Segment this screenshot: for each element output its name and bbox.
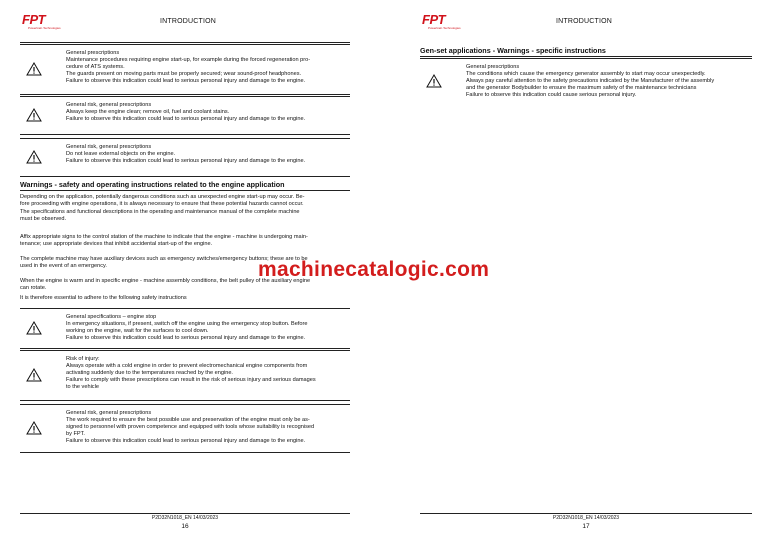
header-title: INTRODUCTION — [160, 18, 217, 25]
warning-line: The guards present on moving parts must be properly secured; wear sound-proof headphones. — [66, 71, 302, 77]
paragraph-line: It is therefore essential to adhere to the following safety instructions — [20, 295, 187, 301]
warning-block — [420, 58, 752, 104]
warning-rule-bottom — [20, 348, 350, 349]
warning-rule-bottom — [20, 452, 350, 453]
paragraph-line: fore proceeding with engine operations, it is always necessary to ensure that these potential hazards cannot occur. — [20, 201, 304, 208]
section-title: Gen-set applications - Warnings - specific instructions — [420, 46, 606, 55]
section-rule — [420, 56, 752, 57]
warning-line: The conditions which cause the emergency generator assembly to start may occur unexpectedly. — [466, 71, 706, 77]
paragraph — [20, 295, 360, 302]
warning-triangle-icon — [26, 150, 42, 164]
paragraph-line: The complete machine may have auxiliary devices such as emergency switches/emergency buttons; these are to be — [20, 256, 308, 262]
warning-icon-wrap — [26, 321, 42, 340]
warning-triangle-icon — [26, 421, 42, 435]
warning-line: General risk, general prescriptions — [66, 144, 152, 150]
warning-line: In emergency situations, if present, switch off the engine using the emergency stop button. Before — [66, 321, 308, 327]
warning-line: Failure to observe this indication could lead to serious personal injury and damage to the engine. — [66, 335, 306, 341]
warning-icon-wrap — [26, 421, 42, 440]
warning-text — [66, 356, 350, 391]
paragraph — [20, 234, 360, 249]
warning-line: signed to personnel with proven competence and equipped with tools whose suitability is recognised — [66, 424, 315, 430]
warning-line: Failure to observe this indication could lead to serious personal injury and damage to the engine. — [66, 78, 306, 84]
fpt-logo-mark: FPT — [422, 12, 446, 27]
header-title: INTRODUCTION — [556, 18, 613, 25]
warning-line: General prescriptions — [466, 64, 520, 70]
warning-text — [66, 50, 350, 85]
paragraph-line: used in the event of an emergency. — [20, 263, 107, 270]
warning-line: General risk, general prescriptions — [66, 410, 152, 416]
warning-line: by FPT. — [66, 431, 85, 437]
paragraph-line: Affix appropriate signs to the control station of the machine to indicate that the engine - machine is undergoing main- — [20, 234, 308, 240]
warning-line: Always keep the engine clean; remove oil, fuel and coolant stains. — [66, 109, 230, 115]
warning-line: activating suddenly due to the temperatures reached by the engine. — [66, 370, 233, 376]
footer-rule — [420, 513, 752, 514]
warning-rule-bottom — [20, 134, 350, 135]
warning-rule-bottom — [20, 94, 350, 95]
warning-icon-wrap — [26, 108, 42, 127]
warning-line: The work required to ensure the best possible use and preservation of the engine must only be as- — [66, 417, 310, 423]
warning-line: working on the engine, wait for the surfaces to cool down. — [66, 328, 209, 334]
warning-line: Failure to observe this indication could lead to serious personal injury and damage to the engine. — [66, 438, 306, 444]
warning-triangle-icon — [26, 108, 42, 122]
paragraph-line: tenance; use appropriate devices that inhibit accidental start-up of the engine. — [20, 241, 213, 248]
warning-line: Maintenance procedures requiring engine start-up, for example during the forced regeneration pro- — [66, 57, 311, 63]
fpt-logo — [22, 12, 72, 32]
watermark: machinecatalogic.com — [258, 258, 490, 281]
paragraph-line: can rotate. — [20, 285, 47, 292]
warning-rule-bottom — [20, 400, 350, 401]
warning-line: Always operate with a cold engine in order to prevent electromechanical engine components from — [66, 363, 308, 369]
page-number: 16 — [181, 523, 189, 530]
warning-line: General specifications – engine stop — [66, 314, 157, 320]
warning-line: cedure of ATS systems. — [66, 64, 125, 70]
fpt-logo-subtitle: Powertrain Technologies — [428, 26, 461, 30]
fpt-logo-mark: FPT — [22, 12, 46, 27]
paragraph — [20, 194, 360, 224]
header-rule — [20, 42, 350, 43]
paragraph-line: must be observed. — [20, 216, 67, 223]
footer-code: P2D32N1018_EN 14/03/2023 — [552, 515, 620, 521]
paragraph-line: The specifications and functional descriptions in the operating and maintenance manual of the complete machine — [20, 208, 300, 215]
footer-code: P2D32N1018_EN 14/03/2023 — [151, 515, 219, 521]
warning-line: Failure to observe this indication could cause serious personal injury. — [466, 92, 637, 98]
warning-block — [20, 308, 350, 348]
footer-rule — [20, 513, 350, 514]
warning-icon-wrap — [426, 74, 442, 93]
warning-line: Failure to observe this indication could lead to serious personal injury and damage to the engine. — [66, 116, 306, 122]
warning-text — [66, 410, 350, 445]
fpt-logo — [422, 12, 472, 32]
warning-line: General risk, general prescriptions — [66, 102, 152, 108]
section-title: Warnings - safety and operating instructions related to the engine application — [20, 180, 285, 189]
warning-block — [20, 44, 350, 94]
warning-line: Risk of injury: — [66, 356, 100, 362]
warning-text — [466, 64, 752, 99]
warning-line: and the generator Bodybuilder to ensure the maximum safety of the maintenance technicians — [466, 85, 697, 91]
warning-line: Always pay careful attention to the safety precautions indicated by the Manufacturer of the assembly — [466, 78, 715, 84]
warning-block — [20, 404, 350, 452]
warning-icon-wrap — [26, 150, 42, 169]
warning-block — [20, 96, 350, 134]
warning-icon-wrap — [26, 62, 42, 81]
warning-rule-bottom — [20, 176, 350, 177]
paragraph-line: When the engine is warm and in specific engine - machine assembly conditions, the belt pulley of the auxiliary engine — [20, 278, 311, 284]
fpt-logo-subtitle: Powertrain Technologies — [28, 26, 61, 30]
section-rule — [20, 190, 350, 191]
warning-line: Do not leave external objects on the engine. — [66, 151, 176, 157]
page-number: 17 — [582, 523, 590, 530]
warning-text — [66, 144, 350, 165]
paragraph-line: Depending on the application, potentially dangerous conditions such as unexpected engine start-up may occur. Be- — [20, 194, 305, 200]
warning-line: Failure to observe this indication could lead to serious personal injury and damage to the engine. — [66, 158, 306, 164]
warning-block — [20, 138, 350, 176]
warning-triangle-icon — [26, 368, 42, 382]
warning-icon-wrap — [26, 368, 42, 387]
warning-triangle-icon — [26, 321, 42, 335]
warning-text — [66, 102, 350, 123]
warning-line: to the vehicle — [66, 384, 99, 390]
warning-line: General prescriptions — [66, 50, 120, 56]
warning-block — [20, 350, 350, 400]
warning-text — [66, 314, 350, 342]
warning-triangle-icon — [426, 74, 442, 88]
warning-triangle-icon — [26, 62, 42, 76]
warning-line: Failure to comply with these prescriptions can result in the risk of serious injury and serious damages — [66, 377, 316, 383]
